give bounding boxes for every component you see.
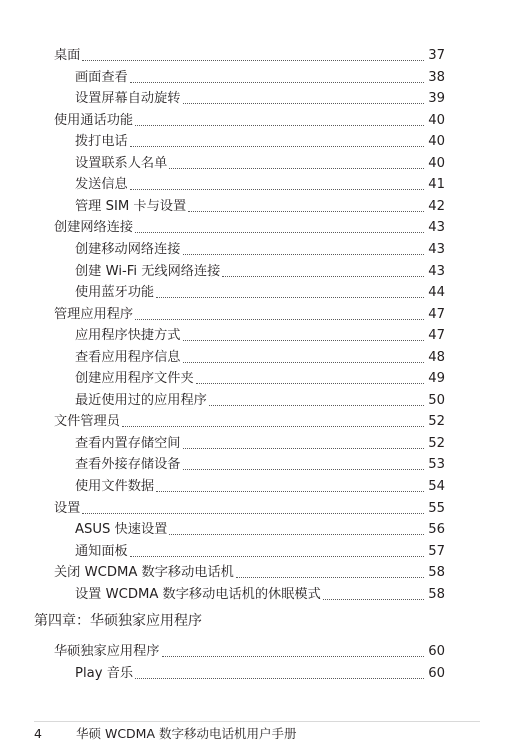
toc-entry-page: 47 (428, 328, 445, 343)
toc-entry[interactable] (75, 518, 445, 538)
toc-entry[interactable] (54, 640, 445, 660)
toc-dot-leader (130, 556, 424, 557)
toc-entry-page: 49 (428, 371, 445, 386)
toc-entry-label: 管理 SIM 卡与设置 (75, 199, 187, 214)
toc-dot-leader (135, 232, 424, 233)
toc-entry-page: 41 (428, 177, 445, 192)
toc-entry-label: 华硕独家应用程序 (54, 644, 160, 659)
toc-entry-page: 50 (428, 393, 445, 408)
toc-entry[interactable] (75, 173, 445, 193)
toc-entry-label: 拨打电话 (75, 134, 128, 149)
toc-dot-leader (82, 513, 424, 514)
toc-entry[interactable] (75, 238, 445, 258)
toc-entry[interactable] (54, 497, 445, 517)
toc-entry[interactable] (54, 109, 445, 129)
toc-entry[interactable] (75, 87, 445, 107)
toc-entry[interactable] (75, 152, 445, 172)
toc-dot-leader (183, 340, 425, 341)
toc-entry-page: 40 (428, 134, 445, 149)
toc-entry-label: 使用蓝牙功能 (75, 285, 155, 300)
toc-entry-label: 查看应用程序信息 (75, 350, 181, 365)
toc-dot-leader (156, 297, 424, 298)
chapter-heading: 第四章：华硕独家应用程序 (34, 613, 202, 629)
toc-dot-leader (169, 168, 424, 169)
toc-entry[interactable] (75, 281, 445, 301)
toc-dot-leader (236, 577, 424, 578)
toc-dot-leader (323, 599, 424, 600)
toc-entry-page: 38 (428, 70, 445, 85)
toc-dot-leader (130, 146, 424, 147)
toc-entry-page: 58 (428, 587, 445, 602)
toc-entry[interactable] (75, 432, 445, 452)
footer-title: 华硕 WCDMA 数字移动电话机用户手册 (76, 726, 297, 741)
toc-entry-label: 使用文件数据 (75, 479, 155, 494)
toc-entry-label: 画面查看 (75, 70, 128, 85)
footer-divider (34, 721, 480, 722)
toc-entry[interactable] (75, 195, 445, 215)
toc-entry-page: 52 (428, 436, 445, 451)
toc-entry-label: Play 音乐 (75, 666, 134, 681)
toc-entry-label: 设置联系人名单 (75, 156, 168, 171)
toc-entry-page: 43 (428, 242, 445, 257)
toc-entry-page: 43 (428, 220, 445, 235)
toc-entry-label: 设置 WCDMA 数字移动电话机的休眠模式 (75, 587, 321, 602)
toc-entry-label: 创建网络连接 (54, 220, 134, 235)
toc-entry-page: 40 (428, 113, 445, 128)
toc-entry[interactable] (75, 346, 445, 366)
toc-dot-leader (196, 383, 424, 384)
toc-entry-page: 53 (428, 457, 445, 472)
toc-dot-leader (130, 189, 424, 190)
toc-entry[interactable] (75, 66, 445, 86)
toc-entry-label: 关闭 WCDMA 数字移动电话机 (54, 565, 234, 580)
toc-dot-leader (183, 362, 425, 363)
toc-dot-leader (188, 211, 424, 212)
toc-entry-label: 最近使用过的应用程序 (75, 393, 207, 408)
toc-entry-label: 使用通话功能 (54, 113, 134, 128)
toc-dot-leader (222, 276, 424, 277)
toc-entry-page: 60 (428, 666, 445, 681)
toc-entry-label: 创建移动网络连接 (75, 242, 181, 257)
toc-dot-leader (183, 103, 425, 104)
toc-entry[interactable] (75, 583, 445, 603)
toc-entry-page: 48 (428, 350, 445, 365)
toc-dot-leader (183, 448, 425, 449)
toc-entry-page: 40 (428, 156, 445, 171)
toc-dot-leader (82, 60, 424, 61)
toc-dot-leader (135, 319, 424, 320)
toc-entry-page: 54 (428, 479, 445, 494)
toc-entry-label: 创建应用程序文件夹 (75, 371, 194, 386)
toc-entry-page: 52 (428, 414, 445, 429)
toc-entry[interactable] (54, 303, 445, 323)
toc-entry-page: 57 (428, 544, 445, 559)
toc-dot-leader (169, 534, 424, 535)
toc-dot-leader (209, 405, 424, 406)
toc-entry[interactable] (75, 475, 445, 495)
toc-entry[interactable] (75, 389, 445, 409)
toc-entry[interactable] (75, 453, 445, 473)
toc-entry-label: 创建 Wi-Fi 无线网络连接 (75, 264, 221, 279)
toc-entry-page: 58 (428, 565, 445, 580)
toc-entry[interactable] (75, 260, 445, 280)
toc-entry-label: 发送信息 (75, 177, 128, 192)
toc-entry[interactable] (75, 367, 445, 387)
toc-entry-page: 60 (428, 644, 445, 659)
toc-entry-label: 桌面 (54, 48, 81, 63)
toc-dot-leader (130, 82, 424, 83)
toc-dot-leader (183, 254, 425, 255)
toc-dot-leader (156, 491, 424, 492)
toc-entry[interactable] (75, 662, 445, 682)
toc-entry[interactable] (75, 540, 445, 560)
toc-entry-page: 55 (428, 501, 445, 516)
toc-entry-page: 42 (428, 199, 445, 214)
toc-entry-label: 应用程序快捷方式 (75, 328, 181, 343)
toc-entry-label: ASUS 快速设置 (75, 522, 168, 537)
toc-entry-label: 管理应用程序 (54, 307, 134, 322)
toc-entry-page: 44 (428, 285, 445, 300)
toc-dot-leader (122, 426, 424, 427)
toc-entry-page: 37 (428, 48, 445, 63)
footer-page-number: 4 (34, 726, 42, 741)
toc-entry[interactable] (54, 410, 445, 430)
toc-entry-page: 43 (428, 264, 445, 279)
toc-entry-page: 56 (428, 522, 445, 537)
toc-dot-leader (135, 125, 424, 126)
toc-entry-label: 文件管理员 (54, 414, 120, 429)
toc-entry-label: 通知面板 (75, 544, 128, 559)
toc-dot-leader (135, 678, 424, 679)
toc-entry[interactable] (54, 44, 445, 64)
toc-entry-label: 查看内置存储空间 (75, 436, 181, 451)
toc-entry[interactable] (54, 561, 445, 581)
toc-entry[interactable] (54, 216, 445, 236)
toc-entry-page: 39 (428, 91, 445, 106)
toc-dot-leader (162, 656, 425, 657)
toc-entry[interactable] (75, 130, 445, 150)
toc-entry-label: 查看外接存储设备 (75, 457, 181, 472)
toc-dot-leader (183, 469, 425, 470)
toc-entry[interactable] (75, 324, 445, 344)
toc-entry-page: 47 (428, 307, 445, 322)
toc-entry-label: 设置 (54, 501, 81, 516)
toc-entry-label: 设置屏幕自动旋转 (75, 91, 181, 106)
